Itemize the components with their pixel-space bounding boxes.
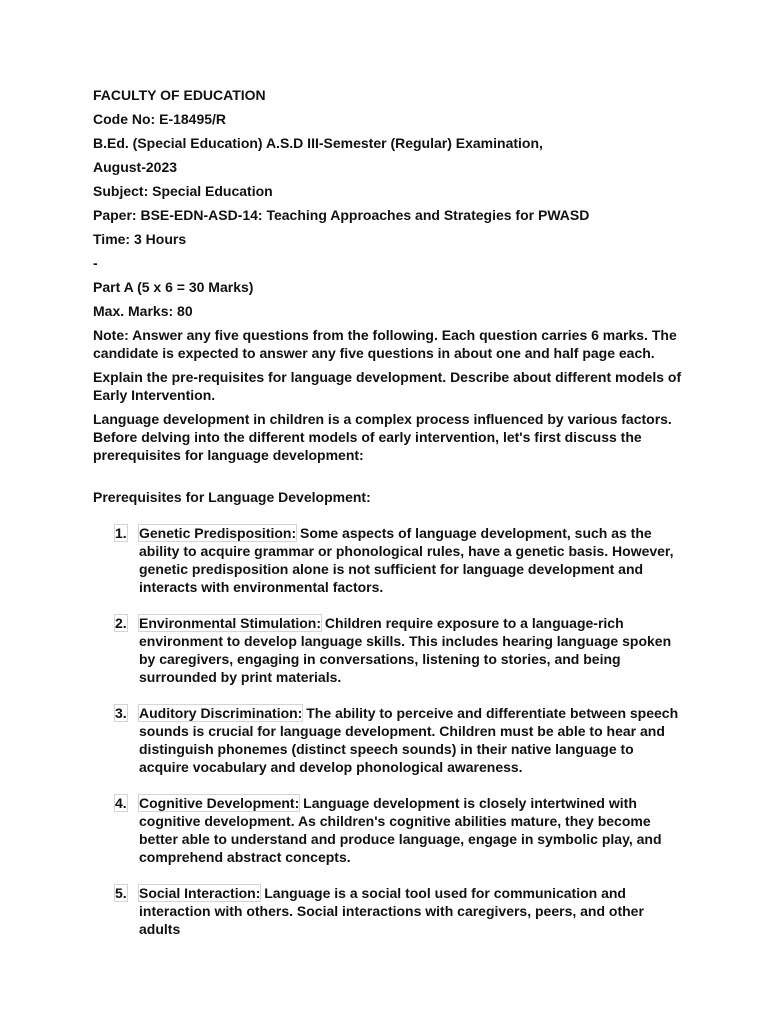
- list-number: 3.: [115, 705, 127, 721]
- list-number: 4.: [115, 795, 127, 811]
- list-item-text: Children require exposure to a language-rich environment to develop language skills. This includes hearing language spoken by caregivers, engaging in conversations, listening to stories, and being surrounded by print materials.: [139, 615, 672, 685]
- list-item-term: Social Interaction:: [139, 885, 261, 901]
- list-item: [93, 704, 683, 776]
- list-item-term: Environmental Stimulation:: [139, 615, 322, 631]
- list-item-term: Genetic Predisposition:: [139, 525, 297, 541]
- list-item-text: Language is a social tool used for communication and interaction with others. Social interactions with caregivers, peers, and other adults: [139, 885, 644, 937]
- list-item-term: Auditory Discrimination:: [139, 705, 303, 721]
- note-paragraph: Note: Answer any five questions from the following. Each question carries 6 marks. The candidate is expected to answer any five questions in about one and half page each.: [93, 327, 677, 361]
- exam-date: August-2023: [93, 159, 178, 175]
- subject-line: Subject: Special Education: [93, 183, 273, 199]
- list-number: 2.: [115, 615, 127, 631]
- max-marks-line: Max. Marks: 80: [93, 303, 193, 319]
- part-line: Part A (5 x 6 = 30 Marks): [93, 279, 254, 295]
- list-item: [93, 794, 683, 866]
- list-item: [93, 614, 683, 686]
- list-item: [93, 524, 683, 596]
- list-item-term: Cognitive Development:: [139, 795, 300, 811]
- code-number: Code No: E-18495/R: [93, 111, 227, 127]
- list-item-text: Some aspects of language development, such as the ability to acquire grammar or phonological rules, have a genetic basis. However, genetic predisposition alone is not sufficient for language development and interacts with environmental factors.: [139, 525, 674, 595]
- list-item-text: The ability to perceive and differentiate between speech sounds is crucial for language development. Children must be able to hear and distinguish phonemes (distinct speech sounds) in their native language to acquire vocabulary and develop phonological awareness.: [139, 705, 679, 775]
- blank-line: [93, 470, 683, 488]
- paper-line: Paper: BSE-EDN-ASD-14: Teaching Approaches and Strategies for PWASD: [93, 207, 590, 223]
- intro-paragraph: Language development in children is a complex process influenced by various factors. Before delving into the different models of early intervention, let's first discuss the prerequisites for language development:: [93, 411, 672, 463]
- question-paragraph: Explain the pre-requisites for language development. Describe about different models of Early Intervention.: [93, 369, 682, 403]
- separator-dash: -: [93, 255, 98, 271]
- time-line: Time: 3 Hours: [93, 231, 187, 247]
- subheading: Prerequisites for Language Development:: [93, 489, 371, 505]
- document-content: [93, 86, 683, 956]
- faculty-title: FACULTY OF EDUCATION: [93, 87, 266, 103]
- prerequisites-list: [93, 524, 683, 938]
- list-item-text: Language development is closely intertwined with cognitive development. As children's cognitive abilities mature, they become better able to understand and produce language, engage in symbolic play, and comprehend abstract concepts.: [139, 795, 662, 865]
- list-item: [93, 884, 683, 938]
- list-number: 5.: [115, 885, 127, 901]
- exam-title: B.Ed. (Special Education) A.S.D III-Semester (Regular) Examination,: [93, 135, 543, 151]
- list-number: 1.: [115, 525, 127, 541]
